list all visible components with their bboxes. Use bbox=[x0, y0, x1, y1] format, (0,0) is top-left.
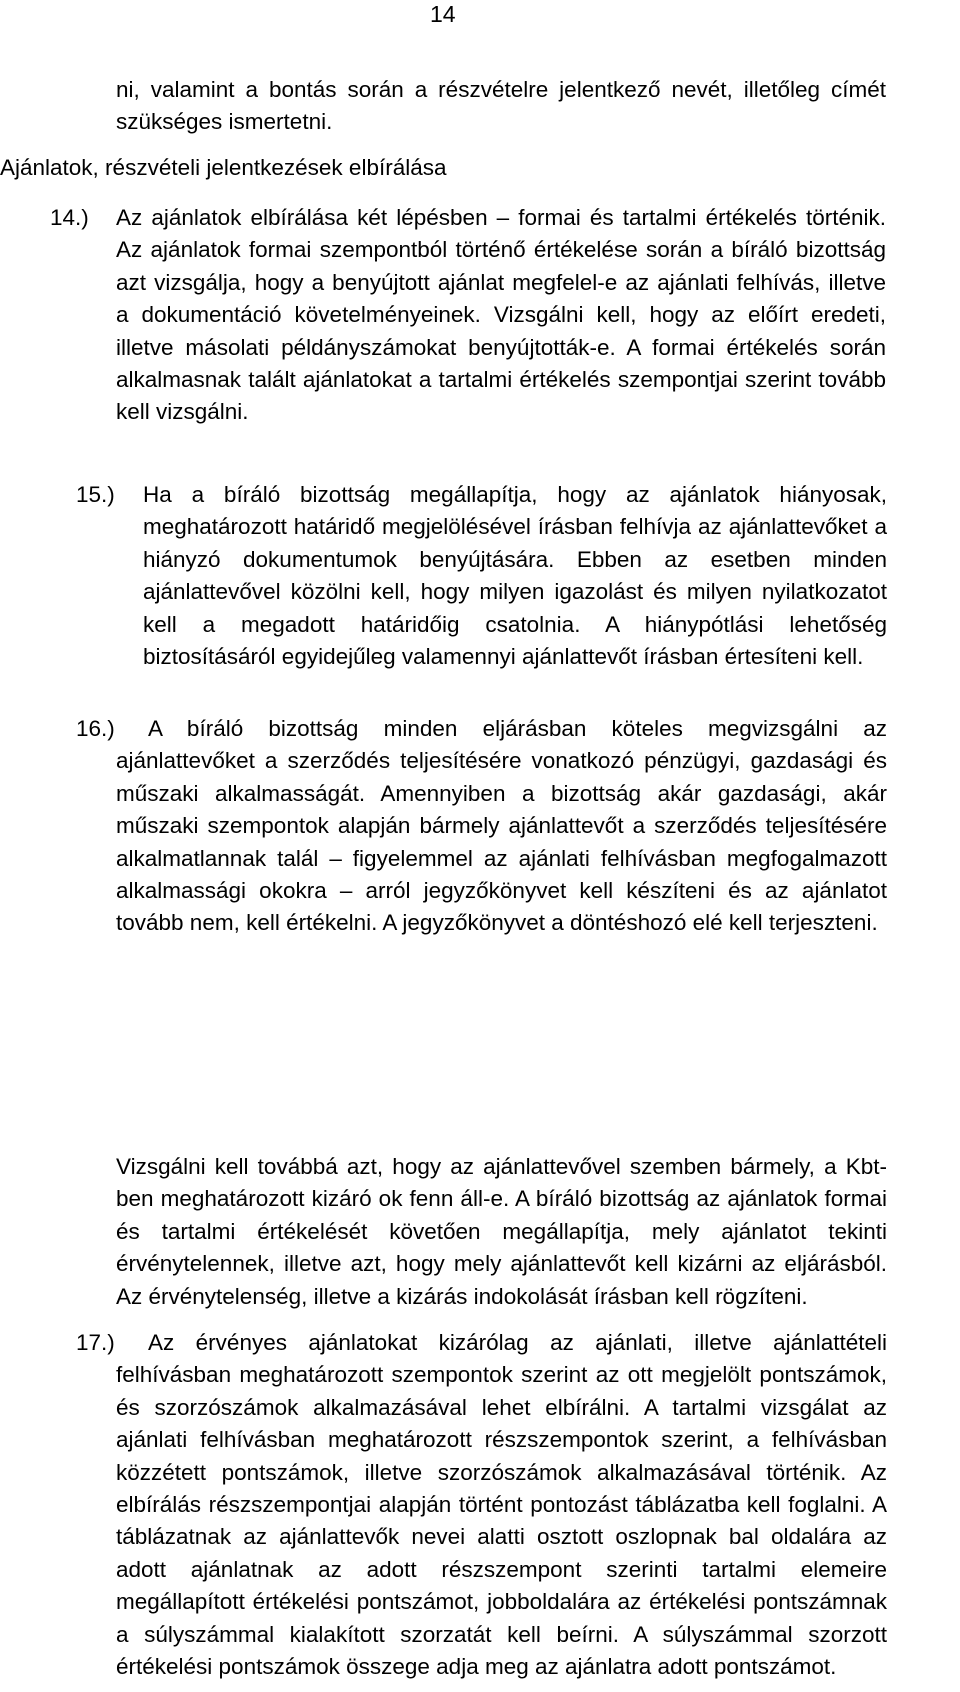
item-number: 15.) bbox=[76, 482, 115, 507]
continuation-text: Vizsgálni kell továbbá azt, hogy az ajánlattevővel szemben bármely, a Kbt-ben meghatározott kizáró ok fenn áll-e. A bíráló bizottság az ajánlatok formai és tartalmi értékelését követően megállapítja, mely ajánlatot tekinti érvénytelennek, illetve azt, hogy mely ajánlattevőt kell kizárni az eljárásból. Az érvénytelenség, illetve a kizárás indokolását írásban kell rögzíteni. bbox=[116, 1154, 887, 1309]
item-number: 17.) bbox=[76, 1330, 115, 1355]
item-text: Az érvényes ajánlatokat kizárólag az ajánlati, illetve ajánlattételi felhívásban meghatározott szempontok szerint az ott megjelölt pontszámok, és szorzószámok alkalmazásával lehet elbírálni. A tartalmi vizsgálat az ajánlati felhívásban meghatározott részszempontok szerint, a felhívásban közzétett pontszámok, illetve szorzószámok alkalmazásával történik. Az elbírálás részszempontjai alapján történt pontozást táblázatba kell foglalni. A táblázatnak az ajánlattevők nevei alatti osztott oszlopnak bal oldalára az adott ajánlatnak az adott részszempont szerinti tartalmi elemeire megállapított értékelési pontszámot, jobboldalára az értékelési pontszámnak a súlyszámmal kialakított szorzatát kell beírni. A súlyszámmal szorzott értékelési pontszámok összege adja meg az ajánlatra adott pontszámot. bbox=[116, 1330, 887, 1680]
section-heading: Ajánlatok, részvételi jelentkezések elbírálása bbox=[0, 155, 447, 180]
intro-text: ni, valamint a bontás során a részvételre jelentkező nevét, illetőleg címét szükséges ismertetni. bbox=[116, 77, 886, 135]
item-text: Ha a bíráló bizottság megállapítja, hogy az ajánlatok hiányosak, meghatározott határidő megjelölésével írásban felhívja az ajánlattevőket a hiányzó dokumentumok benyújtására. Ebben az esetben minden ajánlattevővel közölni kell, hogy milyen igazolást és milyen nyilatkozatot kell a megadott határidőig csatolnia. A hiánypótlási lehetőség biztosításáról egyidejűleg valamennyi ajánlattevőt írásban értesíteni kell. bbox=[143, 482, 887, 670]
intro-paragraph bbox=[116, 74, 886, 139]
item-number: 16.) bbox=[76, 716, 115, 741]
item-text: Az ajánlatok elbírálása két lépésben – formai és tartalmi értékelés történik. Az ajánlatok formai szempontból történő értékelése során a bíráló bizottság azt vizsgálja, hogy a benyújtott ajánlat megfelel-e az ajánlati felhívás, illetve a dokumentáció követelményeinek. Vizsgálni kell, hogy az előírt eredeti, illetve másolati példányszámokat benyújtották-e. A formai értékelés során alkalmasnak talált ajánlatokat a tartalmi értékelés szempontjai szerint tovább kell vizsgálni. bbox=[116, 205, 886, 425]
item-number: 14.) bbox=[50, 205, 89, 230]
item-text: A bíráló bizottság minden eljárásban köteles megvizsgálni az ajánlattevőket a szerződés teljesítésére vonatkozó pénzügyi, gazdasági és műszaki alkalmasságát. Amennyiben a bizottság akár gazdasági, akár műszaki szempontok alapján bármely ajánlattevőt a szerződés teljesítésére alkalmatlannak talál – figyelemmel az ajánlati felhívásban megfogalmazott alkalmassági okokra – arról jegyzőkönyvet kell készíteni és az ajánlatot tovább nem, kell értékelni. A jegyzőkönyvet a döntéshozó elé kell terjeszteni. bbox=[116, 716, 887, 936]
page-number: 14 bbox=[430, 1, 456, 27]
continuation-paragraph bbox=[116, 1151, 887, 1313]
